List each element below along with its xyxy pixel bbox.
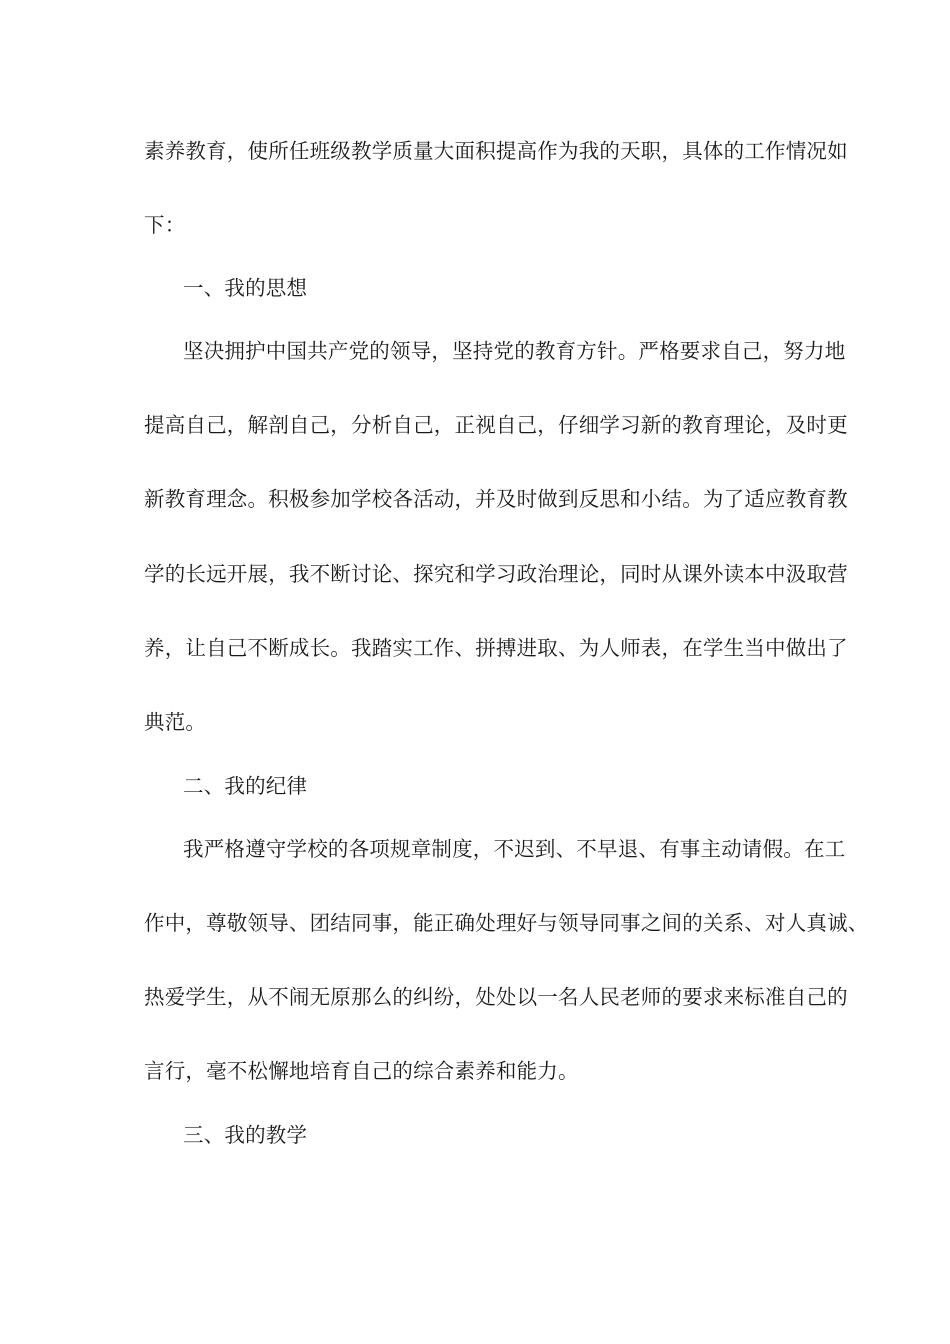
section-heading: 一、我的思想 [183, 276, 308, 300]
paragraph-line: 我严格遵守学校的各项规章制度，不迟到、不早退、有事主动请假。在工 [183, 837, 846, 861]
paragraph-line: 典范。 [144, 710, 207, 734]
paragraph-line: 素养教育，使所任班级教学质量大面积提高作为我的天职，具体的工作情况如 [144, 139, 848, 163]
section-heading: 二、我的纪律 [183, 774, 308, 798]
paragraph-line: 作中，尊敬领导、团结同事，能正确处理好与领导同事之间的关系、对人真诚、 [144, 911, 869, 935]
paragraph-line: 养，让自己不断成长。我踏实工作、拼搏进取、为人师表，在学生当中做出了 [144, 636, 848, 660]
section-heading: 三、我的教学 [183, 1123, 308, 1147]
paragraph-line: 新教育理念。积极参加学校各活动，并及时做到反思和小结。为了适应教育教 [144, 487, 848, 511]
paragraph-line: 热爱学生，从不闹无原那么的纠纷，处处以一名人民老师的要求来标准自己的 [144, 985, 848, 1009]
paragraph-line: 下： [144, 213, 186, 237]
paragraph-line: 言行，毫不松懈地培育自己的综合素养和能力。 [144, 1059, 579, 1083]
paragraph-line: 学的长远开展，我不断讨论、探究和学习政治理论，同时从课外读本中汲取营 [144, 562, 848, 586]
paragraph-line: 提高自己，解剖自己，分析自己，正视自己，仔细学习新的教育理论，及时更 [144, 413, 848, 437]
paragraph-line: 坚决拥护中国共产党的领导，坚持党的教育方针。严格要求自己，努力地 [183, 339, 846, 363]
